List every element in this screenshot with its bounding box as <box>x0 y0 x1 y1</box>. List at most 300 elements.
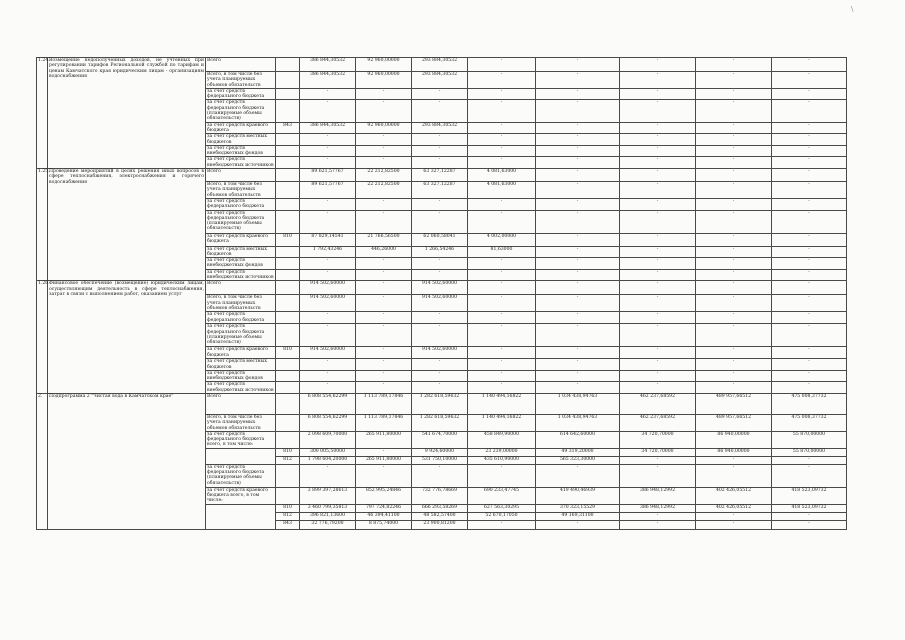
cell-year6: 489 957,66512 <box>696 393 772 414</box>
cell-source <box>206 504 276 529</box>
cell-total: 1 792,43246 <box>300 246 356 258</box>
cell-year5: - <box>620 198 696 210</box>
cell-year7: - <box>772 281 847 295</box>
cell-year6: - <box>696 464 772 487</box>
cell-year4: - <box>536 520 620 529</box>
cell-year4: 49 319,20000 <box>536 448 620 456</box>
cell-source: за счет средств федерального бюджета <box>206 88 276 100</box>
cell-year6: - <box>696 347 772 359</box>
cell-year4: - <box>536 246 620 258</box>
cell-year3: - <box>468 347 536 359</box>
cell-source: за счет средств местных бюджетов <box>206 246 276 258</box>
cell-year6: - <box>696 72 772 89</box>
cell-year1: 8 875,74000 <box>356 520 412 529</box>
cell-total: 2 098 609,70000 <box>300 431 356 448</box>
cell-year1: 21 766,56500 <box>356 233 412 246</box>
cell-year1: 1 113 789,17846 <box>356 414 412 431</box>
cell-year3: 458 849,90000 <box>468 431 536 448</box>
cell-kbk: 810 <box>276 347 300 359</box>
cell-total: 914 502,60000 <box>300 281 356 295</box>
budget-table-sheet <box>36 57 846 530</box>
cell-year5: - <box>620 512 696 520</box>
cell-total: - <box>300 312 356 324</box>
cell-year7: - <box>772 182 847 199</box>
cell-year7: - <box>772 520 847 529</box>
cell-year4: - <box>536 464 620 487</box>
cell-kbk <box>276 169 300 182</box>
cell-year5: - <box>620 324 696 347</box>
cell-year6: - <box>696 370 772 382</box>
cell-source: за счет средств федерального бюджета (планируемые объемы обязательств) <box>206 210 276 233</box>
cell-kbk <box>276 359 300 371</box>
cell-year6: - <box>696 281 772 295</box>
cell-year4: - <box>536 312 620 324</box>
cell-total: 396 821,13600 <box>300 512 356 520</box>
cell-total: - <box>300 359 356 371</box>
cell-year5: - <box>620 464 696 487</box>
cell-year2: 48 582,57400 <box>412 512 468 520</box>
cell-year2: - <box>412 145 468 157</box>
cell-year7: - <box>772 145 847 157</box>
cell-year6: - <box>696 58 772 72</box>
cell-year5: - <box>620 456 696 464</box>
cell-year3: - <box>468 464 536 487</box>
cell-year7: - <box>772 312 847 324</box>
cell-year2: 666 293,58269 <box>412 504 468 512</box>
cell-total: 386 844,30532 <box>300 58 356 72</box>
cell-year7: - <box>772 324 847 347</box>
cell-year5: - <box>620 58 696 72</box>
cell-year1: 92 960,00000 <box>356 122 412 134</box>
cell-year7: 55 870,00000 <box>772 431 847 448</box>
cell-source: за счет средств местных бюджетов <box>206 134 276 146</box>
cell-year4: 1 034 438,94763 <box>536 393 620 414</box>
cell-year2: 63 327,12287 <box>412 182 468 199</box>
cell-year7: - <box>772 88 847 100</box>
cell-total: - <box>300 382 356 394</box>
cell-year3: - <box>468 312 536 324</box>
cell-total: 3 460 799,35813 <box>300 504 356 512</box>
cell-year1: 797 724,82246 <box>356 504 412 512</box>
cell-code: 1.25. <box>37 169 48 281</box>
cell-total: - <box>300 157 356 169</box>
cell-year6: - <box>696 246 772 258</box>
cell-year3: - <box>468 145 536 157</box>
cell-year7: - <box>772 347 847 359</box>
cell-year1: - <box>356 157 412 169</box>
cell-year6: - <box>696 210 772 233</box>
cell-year2: - <box>412 324 468 347</box>
cell-year1: - <box>356 100 412 122</box>
cell-description: Подпрограмма 2 "Чистая вода в Камчатском крае" <box>48 393 206 529</box>
cell-year5: - <box>620 182 696 199</box>
cell-year5: - <box>620 169 696 182</box>
cell-year7: - <box>772 512 847 520</box>
cell-kbk <box>276 487 300 504</box>
cell-source: за счет средств федерального бюджета (планируемые объемы обязательств) <box>206 324 276 347</box>
cell-year6: 86 940,00000 <box>696 431 772 448</box>
cell-source: за счет средств федерального бюджета <box>206 312 276 324</box>
cell-total: - <box>300 210 356 233</box>
cell-year7: - <box>772 359 847 371</box>
cell-total: 914 502,60000 <box>300 295 356 312</box>
cell-year6: 402 426,05512 <box>696 487 772 504</box>
cell-year3: 52 670,17050 <box>468 512 536 520</box>
table-body <box>37 58 847 530</box>
cell-year3: 81,63000 <box>468 246 536 258</box>
cell-kbk <box>276 246 300 258</box>
cell-source: за счет средств краевого бюджета <box>206 233 276 246</box>
cell-year4: - <box>536 182 620 199</box>
cell-year5: - <box>620 312 696 324</box>
cell-year1: - <box>356 370 412 382</box>
cell-source: Всего, в том числе без учета планируемых объемов обязательств <box>206 295 276 312</box>
cell-description: Проведение мероприятий в целях решения иных вопросов в сфере теплоснабжения, электроснабжения и горячего водоснабжения <box>48 169 206 281</box>
cell-year6: - <box>696 134 772 146</box>
cell-year4: - <box>536 72 620 89</box>
cell-year3: - <box>468 198 536 210</box>
cell-year3: - <box>468 520 536 529</box>
cell-year6: 402 426,05512 <box>696 504 772 512</box>
cell-year1: - <box>356 324 412 347</box>
cell-source: за счет средств краевого бюджета <box>206 347 276 359</box>
cell-year7: - <box>772 233 847 246</box>
cell-year3: - <box>468 258 536 270</box>
cell-year3: 4 002,00000 <box>468 233 536 246</box>
cell-year4: - <box>536 295 620 312</box>
table-row <box>37 393 847 414</box>
cell-source: Всего, в том числе без учета планируемых объемов обязательств <box>206 182 276 199</box>
cell-total: - <box>300 258 356 270</box>
cell-total: 6 808 554,62299 <box>300 414 356 431</box>
cell-year5: - <box>620 88 696 100</box>
cell-year4: 565 323,30000 <box>536 456 620 464</box>
cell-year6: - <box>696 520 772 529</box>
cell-source: Всего <box>206 58 276 72</box>
cell-year5: - <box>620 269 696 281</box>
cell-year7: 418 523,09732 <box>772 487 847 504</box>
cell-code: 2. <box>37 393 48 529</box>
cell-year3: - <box>468 359 536 371</box>
cell-year4: - <box>536 58 620 72</box>
cell-source: за счет средств внебюджетных фондов <box>206 145 276 157</box>
cell-year1: - <box>356 145 412 157</box>
cell-source: за счет средств внебюджетных источников <box>207 157 274 168</box>
cell-year1: 265 911,80000 <box>356 431 412 448</box>
cell-kbk <box>276 134 300 146</box>
cell-kbk <box>276 157 300 169</box>
cell-year2: 914 502,60000 <box>412 347 468 359</box>
cell-year1: - <box>356 198 412 210</box>
cell-year6: - <box>696 269 772 281</box>
cell-year2: 293 884,30532 <box>412 72 468 89</box>
cell-year2: 541 674,70000 <box>412 431 468 448</box>
cell-year2: 63 327,12287 <box>412 169 468 182</box>
cell-year4: - <box>536 324 620 347</box>
cell-kbk <box>276 145 300 157</box>
cell-kbk: 810 <box>276 504 300 512</box>
cell-year4: - <box>536 281 620 295</box>
cell-total: - <box>300 198 356 210</box>
cell-year7: - <box>772 464 847 487</box>
cell-source <box>206 448 276 464</box>
cell-kbk <box>276 100 300 122</box>
cell-source: за счет средств федерального бюджета всего, в том числе: <box>206 431 276 448</box>
cell-total: 386 844,30532 <box>300 122 356 134</box>
cell-source: за счет средств краевого бюджета всего, в том числе: <box>206 487 276 504</box>
cell-kbk <box>276 58 300 72</box>
cell-total: 1 798 604,20000 <box>300 456 356 464</box>
cell-year3: 4 081,63000 <box>468 169 536 182</box>
cell-total: - <box>300 145 356 157</box>
cell-year3: - <box>468 58 536 72</box>
cell-year4: 614 642,60000 <box>536 431 620 448</box>
cell-total: - <box>300 100 356 122</box>
cell-total: 89 621,57767 <box>300 182 356 199</box>
cell-year2: - <box>412 100 468 122</box>
cell-total: - <box>300 370 356 382</box>
cell-kbk: 843 <box>276 122 300 134</box>
cell-year3: 4 081,63000 <box>468 182 536 199</box>
cell-year1: - <box>356 281 412 295</box>
cell-source: Всего, в том числе без учета планируемых объемов обязательств <box>206 414 276 431</box>
cell-code: 1.24. <box>37 58 48 169</box>
cell-kbk <box>276 182 300 199</box>
cell-year7: - <box>772 100 847 122</box>
cell-year3: 23 239,00000 <box>468 448 536 456</box>
cell-year5: - <box>620 122 696 134</box>
cell-year4: 370 323,15529 <box>536 504 620 512</box>
cell-year3: 690 233,47745 <box>468 487 536 504</box>
cell-source: за счет средств федерального бюджета <box>206 198 276 210</box>
cell-kbk <box>276 312 300 324</box>
cell-kbk: 812 <box>276 456 300 464</box>
cell-kbk <box>276 295 300 312</box>
cell-year3: - <box>468 210 536 233</box>
edge-mark: \ <box>851 5 854 13</box>
cell-year1: - <box>356 269 412 281</box>
cell-year4: - <box>536 269 620 281</box>
cell-kbk <box>276 198 300 210</box>
cell-year5: - <box>620 359 696 371</box>
cell-year5: 386 948,12992 <box>620 504 696 512</box>
cell-year4: - <box>536 382 620 394</box>
cell-year4: - <box>536 258 620 270</box>
cell-total: - <box>300 134 356 146</box>
cell-year2: 914 502,60000 <box>412 281 468 295</box>
cell-year7: - <box>772 382 847 394</box>
cell-year5: - <box>620 210 696 233</box>
cell-code: 1.26. <box>37 281 48 394</box>
cell-year1: - <box>356 382 412 394</box>
cell-kbk <box>276 88 300 100</box>
cell-year4: - <box>536 370 620 382</box>
cell-year5: - <box>620 520 696 529</box>
cell-source: за счет средств федерального бюджета (планируемые объемы обязательств) <box>206 464 276 487</box>
cell-year6: 86 940,00000 <box>696 448 772 456</box>
cell-year2: 293 884,30532 <box>412 122 468 134</box>
cell-total: 32 776,79200 <box>300 520 356 529</box>
cell-total: 89 621,57767 <box>300 169 356 182</box>
cell-year2: - <box>412 464 468 487</box>
cell-year1: 22 212,82500 <box>356 182 412 199</box>
cell-kbk <box>276 370 300 382</box>
cell-year4: - <box>536 359 620 371</box>
cell-year2: 1 266,54246 <box>412 246 468 258</box>
cell-year5: - <box>620 145 696 157</box>
cell-year7: - <box>772 456 847 464</box>
cell-year7: - <box>772 258 847 270</box>
cell-year6: - <box>696 359 772 371</box>
cell-year2: 23 900,81200 <box>412 520 468 529</box>
cell-year5: - <box>620 100 696 122</box>
cell-year5: - <box>620 246 696 258</box>
cell-year1: - <box>356 295 412 312</box>
cell-year7: 475 008,37732 <box>772 414 847 431</box>
cell-total: 914 502,60000 <box>300 347 356 359</box>
cell-year6: - <box>696 100 772 122</box>
cell-year4: - <box>536 198 620 210</box>
cell-total: - <box>300 324 356 347</box>
cell-kbk <box>276 393 300 414</box>
cell-year6: - <box>696 145 772 157</box>
cell-year2: 531 750,10000 <box>412 456 468 464</box>
cell-kbk <box>276 464 300 487</box>
cell-year2: - <box>412 382 468 394</box>
cell-year5: - <box>620 72 696 89</box>
cell-year6: - <box>696 182 772 199</box>
cell-year6: - <box>696 324 772 347</box>
table-row <box>37 281 847 295</box>
cell-year1: - <box>356 448 412 456</box>
cell-year6: - <box>696 88 772 100</box>
cell-source: Всего, в том числе без учета планируемых объемов обязательств <box>206 72 276 89</box>
cell-year1: - <box>356 359 412 371</box>
cell-year6: 489 957,66512 <box>696 414 772 431</box>
cell-year7: - <box>772 157 847 169</box>
cell-year4: - <box>536 210 620 233</box>
cell-year1: - <box>356 347 412 359</box>
cell-source: за счет средств местных бюджетов <box>206 359 276 371</box>
cell-kbk <box>276 324 300 347</box>
cell-year3: - <box>468 122 536 134</box>
cell-year2: 732 776,78669 <box>412 487 468 504</box>
cell-year6: - <box>696 456 772 464</box>
cell-year7: 55 870,00000 <box>772 448 847 456</box>
cell-year2: - <box>412 198 468 210</box>
cell-year7: - <box>772 72 847 89</box>
cell-year3: - <box>468 134 536 146</box>
cell-year5: - <box>620 281 696 295</box>
cell-year6: - <box>696 312 772 324</box>
cell-year1: 265 911,80000 <box>356 456 412 464</box>
cell-source: за счет средств краевого бюджета <box>206 122 276 134</box>
cell-year5: 462 237,68592 <box>620 414 696 431</box>
cell-year3: - <box>468 281 536 295</box>
cell-year2: - <box>412 210 468 233</box>
cell-year3: - <box>468 295 536 312</box>
cell-source: за счет средств внебюджетных фондов <box>206 258 276 270</box>
cell-year2: - <box>412 370 468 382</box>
cell-year3: - <box>468 382 536 394</box>
cell-year3: 435 610,90000 <box>468 456 536 464</box>
cell-year7: - <box>772 210 847 233</box>
cell-year5: - <box>620 295 696 312</box>
cell-year7: - <box>772 122 847 134</box>
cell-year4: 419 490,46939 <box>536 487 620 504</box>
cell-year5: 34 720,70000 <box>620 448 696 456</box>
cell-total: 87 829,14541 <box>300 233 356 246</box>
cell-kbk <box>276 414 300 431</box>
cell-total: 6 808 554,62299 <box>300 393 356 414</box>
cell-year2: - <box>412 88 468 100</box>
cell-year4: - <box>536 145 620 157</box>
cell-year1: 446,26000 <box>356 246 412 258</box>
table-row <box>37 58 847 72</box>
cell-year4: - <box>536 122 620 134</box>
cell-total: 300 005,50000 <box>300 448 356 456</box>
cell-year3: 1 140 494,16822 <box>468 414 536 431</box>
cell-total: - <box>300 464 356 487</box>
cell-year4: - <box>536 347 620 359</box>
cell-year7: - <box>772 169 847 182</box>
cell-year1: - <box>356 134 412 146</box>
cell-year7: - <box>772 134 847 146</box>
cell-year2: - <box>412 258 468 270</box>
cell-year1: 852 995,24846 <box>356 487 412 504</box>
cell-year5: - <box>620 233 696 246</box>
budget-table <box>36 57 847 530</box>
cell-year2: 1 282 618,59632 <box>412 393 468 414</box>
cell-year2: - <box>412 157 468 169</box>
cell-year2: 9 924,60000 <box>412 448 468 456</box>
cell-year1: - <box>356 258 412 270</box>
cell-year5: - <box>620 134 696 146</box>
table-row <box>37 169 847 182</box>
cell-year3: - <box>468 269 536 281</box>
cell-kbk: 812 <box>276 512 300 520</box>
cell-year5: - <box>620 347 696 359</box>
cell-kbk <box>276 431 300 448</box>
cell-year4: - <box>536 233 620 246</box>
cell-year7: - <box>772 295 847 312</box>
cell-year7: - <box>772 246 847 258</box>
cell-description: Возмещение недополученных доходов, не учтенных при регулировании тарифов Региональной службой по тарифам и ценам Камчатского края юридическим лицам - организациям водоснабжения <box>48 58 206 169</box>
cell-year2: 62 060,58041 <box>412 233 468 246</box>
cell-year7: - <box>772 370 847 382</box>
cell-year7: - <box>772 269 847 281</box>
cell-year2: 914 502,60000 <box>412 295 468 312</box>
cell-year6: - <box>696 382 772 394</box>
cell-source: за счет средств внебюджетных источников <box>207 269 274 281</box>
cell-year1: - <box>356 464 412 487</box>
cell-total: 386 844,30532 <box>300 72 356 89</box>
cell-year3: 627 563,30295 <box>468 504 536 512</box>
cell-year4: - <box>536 157 620 169</box>
cell-total: - <box>300 269 356 281</box>
cell-kbk <box>276 72 300 89</box>
cell-description: Финансовое обеспечение (возмещение) юридическим лицам, осуществляющим деятельность в сфере теплоснабжения, затрат в связи с выполнением работ, оказанием услуг <box>48 281 206 394</box>
cell-year2: - <box>412 134 468 146</box>
cell-year3: - <box>468 100 536 122</box>
cell-year5: - <box>620 157 696 169</box>
cell-source: Всего <box>206 281 276 295</box>
cell-kbk <box>276 258 300 270</box>
cell-year2: 1 282 618,59632 <box>412 414 468 431</box>
cell-year2: - <box>412 312 468 324</box>
cell-kbk: 843 <box>276 520 300 529</box>
cell-total: 3 899 397,28613 <box>300 487 356 504</box>
